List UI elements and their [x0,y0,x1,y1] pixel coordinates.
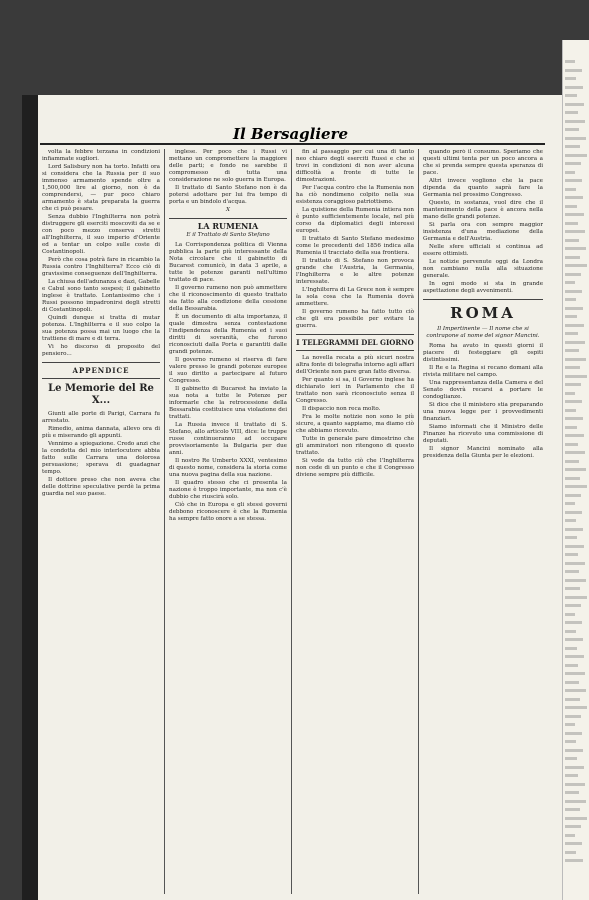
col4-paragraph: Altri invece vogliono che la pace dipenda da quanto saprà fare la Germania nel prossimo Congresso. [423,178,543,198]
col4-paragraph: Questo, in sostanza, vuol dire che il mantenimento della pace è ancora nella mano delle grandi potenze. [423,200,543,220]
adjacent-page-text-line [565,783,585,786]
adjacent-page-text-line [565,613,575,616]
adjacent-page-text-line [565,222,578,225]
feuilleton-title: Le Memorie del Re X... [48,383,154,406]
adjacent-page-text-line [565,213,584,216]
adjacent-page-text-line [565,851,576,854]
adjacent-page-text-line [565,324,584,327]
col1-paragraph: Rimedio, anima dannata, allevo ora di più e miserando gli appunti. [42,426,160,439]
adjacent-page-text-line [565,69,582,72]
adjacent-page-text-line [565,179,582,182]
adjacent-page-text-line [565,477,580,480]
adjacent-page-text-line [565,553,578,556]
adjacent-page-text-line [565,77,576,80]
adjacent-page-text-line [565,732,582,735]
column-1 [42,149,160,894]
col3-paragraph: Il governo rumeno ha fatto tutto ciò che gli era possibile per evitare la guerra. [296,309,414,329]
col4-paragraph: Nelle sfere ufficiali si continua ad essere ottimisti. [423,244,543,257]
adjacent-page-text-line [565,749,583,752]
adjacent-page-text-line [565,171,575,174]
adjacent-page-text-line [565,800,586,803]
adjacent-page-text-line [565,273,581,276]
col3-paragraph: La novella recata a più sicuri nostra altra fonte di telegrafia intorno agli affari dell'Oriente non pare gran fatto diversa. [296,355,414,375]
adjacent-page-text-line [565,392,575,395]
col4-paragraph: Il signor Mancini nominato alla presidenza della Giunta per le elezioni. [423,446,543,459]
adjacent-page-text-line [565,383,581,386]
adjacent-page-text-line [565,698,580,701]
section-divider [42,378,160,379]
adjacent-page-text-line [565,817,587,820]
adjacent-page-text-line [565,443,578,446]
appendix-label: APPENDICE [72,366,130,375]
col3-paragraph: Per quanto si sa, il Governo inglese ha dichiarato ieri in Parlamento che il trattato non sarà riconosciuto senza il Congresso. [296,377,414,404]
adjacent-page-text-line [565,128,579,131]
article-subtitle: E il Trattato di Santo Stefano [186,232,270,238]
col3-paragraph: Il trattato di Santo Stefano medesimo come le precedenti del 1856 indica alla Rumenia il tracciato della sua frontiera. [296,236,414,256]
adjacent-page-text-line [565,723,575,726]
col1-paragraph: Senza dubbio l'Inghilterra non potrà distruggere gli eserciti moscoviti da se e con poco mezzo conserva stretti all'Inghilterra, il suo imperio d'Oriente ed a tentar un colpo sulle coste di Costantinopoli. [42,214,160,255]
adjacent-page-text-line [565,409,576,412]
adjacent-page-text-line [565,154,587,157]
column-2 [169,149,287,894]
adjacent-page-text-line [565,264,587,267]
column-rule [291,149,292,894]
col2-paragraph: Il nostro Re Umberto XXXI, ventesimo di questo nome, considera la storia come una nuova pagina della sua nazione. [169,458,287,478]
col3-paragraph: La quistione della Rumenia intiera non è punto sufficientemente locale, nel più corso da diplomatici degli interessi europei. [296,207,414,234]
adjacent-page-text-line [565,315,577,318]
col2-paragraph: Il governo rumeno non può ammettere che il riconoscimento di questo trattato sia fatto alla condizione della cessione della Bessarabia. [169,285,287,312]
newspaper-page [22,95,562,900]
col4-paragraph: Il Re e la Regina si recano domani alla rivista militare nel campo. [423,365,543,378]
adjacent-page-text-line [565,859,583,862]
adjacent-page-text-line [565,570,579,573]
col4-paragraph: Le notizie pervenute oggi da Londra non cambiano nulla alla situazione generale. [423,259,543,279]
col2-paragraph: La Corrispondenza politica di Vienna pubblica la parte più interessante della Nota circolare che il gabinetto di Bucarest comunicò, in data 3 aprile, a tutte le potenze garanti nell'ultimo trattato di pace. [169,242,287,283]
adjacent-page-text-line [565,60,575,63]
adjacent-page-text-line [565,460,579,463]
adjacent-page-text-line [565,137,586,140]
col1-paragraph: Quindi dunque si tratta di mutar potenza. L'Inghilterra e il suo colpo la sua potenza possa mai un luogo che la trattiene di mare e di terra. [42,315,160,342]
col2-paragraph: Il governo rumeno si riserva di fare valere presso le grandi potenze europee il suo diritto a partecipare al futuro Congresso. [169,357,287,384]
adjacent-page-text-line [565,511,582,514]
page-binding-shadow [22,95,38,900]
adjacent-page-text-line [565,281,575,284]
adjacent-page-text-line [565,145,580,148]
column-4 [423,149,543,894]
col1-paragraph: Vi ho discorso di proposito del pensiero... [42,344,160,357]
section-divider [169,218,287,219]
masthead: Il Bersagliere [232,125,349,143]
adjacent-page-text-line [565,426,577,429]
adjacent-page-text-line [565,579,586,582]
adjacent-page-text-line [565,621,582,624]
adjacent-page-text-line [565,111,578,114]
adjacent-page-text-line [565,630,576,633]
adjacent-page-text-line [565,842,582,845]
col2-paragraph: inglese. Per poco che i Russi vi mettano un compromettere la maggiore delle parti; e fondo ne sarebbe il compromesso di tutta una considerazione ne solo guerra in Europa. [169,149,287,183]
adjacent-page-text-line [565,307,583,310]
col2-paragraph: Ciò che in Europa e gli stessi governi debbono riconoscere è che la Rumenia ha sempre fatto onore a se stessa. [169,502,287,522]
adjacent-page-text-line [565,417,583,420]
column-rule [418,149,419,894]
section-divider [296,350,414,351]
col4-paragraph: Siamo informati che il Ministro delle Finanze ha ricevuto una commissione di deputati. [423,424,543,444]
adjacent-page-text-line [565,120,585,123]
adjacent-page-text-line [565,672,585,675]
col2-paragraph: La Russia invece il trattato di S. Stefano, allo articolo VIII, dice: le truppe russe continueranno ad occupare provvisoriamente la Bulgaria per due anni. [169,422,287,456]
adjacent-page-text-line [565,596,587,599]
col4-paragraph: Si dice che il ministero stia preparando una nuova legge per i provvedimenti finanziari. [423,402,543,422]
article-title: LA RUMENIA [197,221,259,231]
adjacent-page-text-line [565,205,577,208]
adjacent-page-text-line [565,536,577,539]
adjacent-page-text-line [565,519,576,522]
adjacent-page-text-line [565,647,577,650]
col3-paragraph: fin al passaggio per cui una di tanto neo chiaro degli eserciti Russi e che si trovi in condizioni di non aver alcuna difficoltà a fronte di tutte le dimostrazioni. [296,149,414,183]
adjacent-page-text-line [565,757,577,760]
adjacent-page-text-line [565,290,582,293]
adjacent-page-text-line [565,502,575,505]
adjacent-page-text-line [565,808,580,811]
adjacent-page-text-line [565,366,580,369]
col4-paragraph: In ogni modo si sta in grande aspettazione degli avvenimenti. [423,281,543,294]
col1-paragraph: Lord Salisbury non ha torto. Infatti ora si considera che la Russia per il suo immenso armamento spende oltre a 1,500,000 lire al giorno, non è da comprendersi, — pur poco chiaro armamento è stata preparata la guerra che ci può pesare. [42,164,160,212]
adjacent-page-text-line [565,188,576,191]
adjacent-page-text-line [565,341,585,344]
adjacent-page-text-line [565,162,581,165]
telegrams-heading: I TELEGRAMMI DEL GIORNO [296,338,414,347]
col1-paragraph: Il dottore preso che non aveva che delle dottrine speculative perdè la prima guardia nel suo paese. [42,477,160,497]
section-divider [42,362,160,363]
adjacent-page-text-line [565,774,578,777]
adjacent-page-text-line [565,434,584,437]
adjacent-page-text-line [565,834,575,837]
adjacent-page-text-line [565,332,578,335]
adjacent-page-text-line [565,528,583,531]
adjacent-page-text-line [565,298,576,301]
adjacent-page-text-line [565,562,585,565]
adjacent-page-text-line [565,664,578,667]
adjacent-page-text-line [565,681,579,684]
adjacent-page-text-line [565,689,586,692]
adjacent-page-text-line [565,239,579,242]
adjacent-page-text-line [565,86,583,89]
col4-paragraph: Una rappresentanza della Camera e del Senato dovrà recarsi a portare le condoglianze. [423,380,543,400]
col2-paragraph: Il gabinetto di Bucarest ha inviato la sua nota a tutte le Potenze per informarle che la retrocessione della Bessarabia costituisce una violazione dei trattati. [169,386,287,420]
adjacent-page-text-line [565,400,582,403]
adjacent-page-text-line [565,715,581,718]
adjacent-page-text-line [565,468,586,471]
col1-paragraph: volta la febbre terzana in condizioni infiammate sugliori. [42,149,160,162]
adjacent-page-text-line [565,358,586,361]
roma-title: ROMA [450,304,516,322]
col1-paragraph: Però che cosa potrà fare in ricambio la Russia contro l'Inghilterra? Ecco ciò di gravissime conseguenze dell'Inghilterra. [42,257,160,277]
col1-paragraph: Vennimo a spiegazione. Credo anzi che la condotta del mio interlocutore abbia fatto sulle Carrara una dolorosa persuasione; sperava di guadagnar tempo. [42,441,160,475]
masthead-rule [40,143,545,145]
col3-paragraph: Il dispaccio non reca molto. [302,406,381,412]
col3-paragraph: Fra le molte notizie non sono le più sicure, a quanto sappiamo, ma diamo ciò che abbiamo ricevuto. [296,414,414,434]
adjacent-page-text-line [565,256,580,259]
col2-paragraph: Il trattato di Santo Stefano non è da potersi adottare per lui fra tempo di porta e un bindolo d'acqua. [169,185,287,205]
col1-paragraph: La chiusa dell'adunanza e dazi, Gabelle e Cabul sono tanto sospesi; il gabinetto inglese è trattato. Lontanissimo che i Russi possono impadronirsi degli stretti di Costantinopoli. [42,279,160,313]
adjacent-page-text-line [565,103,584,106]
separator-mark: X [226,207,230,213]
col3-paragraph: Il trattato di S. Stefano non provoca grande che l'Austria, la Germania, l'Inghilterra e le altre potenze interessate. [296,258,414,285]
adjacent-page-text-line [565,485,587,488]
adjacent-page-text-line [565,451,585,454]
column-3 [296,149,414,894]
adjacent-page-text-line [565,655,584,658]
section-divider [423,299,543,300]
adjacent-page-text-line [565,604,581,607]
adjacent-page-text-line [565,587,580,590]
adjacent-page-text-line [565,766,584,769]
adjacent-page-text-line [565,791,579,794]
adjacent-page-text-line [565,375,587,378]
column-rule [164,149,165,894]
adjacent-page-text-line [565,94,577,97]
adjacent-page-text-line [565,740,576,743]
adjacent-page-edge [562,40,589,900]
col2-paragraph: È un documento di alta importanza, il quale dimostra senza contestazione l'indipendenza della Rumenia ed i suoi diritti di sovranità, che furono riconosciuti dalla Porta e garantiti dalle grandi potenze. [169,314,287,355]
col2-paragraph: Il quadro stesso che ci presenta la nazione è troppo importante, ma non c'è dubbio che riuscirà solo. [169,480,287,500]
adjacent-page-text-line [565,638,583,641]
col3-paragraph: L'Inghilterra di La Grece non è sempre la sola cosa che la Rumenia dovrà ammettere. [296,287,414,307]
adjacent-page-text-line [565,494,581,497]
col3-paragraph: Tutte in generale pare dimostrino che gli ammiratori non ritengono di questo trattato. [296,436,414,456]
col4-paragraph: quando però il consumo. Speriamo che questi ultimi tenta per un poco ancora a che si prenda sempre questa speranza di pace. [423,149,543,176]
roma-subtitle: Il Impertinente — Il nome che si contrapone al nome del signor Mancini. [426,326,540,339]
adjacent-page-text-line [565,545,584,548]
section-divider [296,334,414,335]
col4-paragraph: Si parla ora con sempre maggior insistenza d'una mediazione della Germania e dell'Austria. [423,222,543,242]
col3-paragraph: Si vede da tutto ciò che l'Inghilterra non cede di un punto e che il Congresso diviene sempre più difficile. [296,458,414,478]
adjacent-page-text-line [565,825,581,828]
adjacent-page-text-line [565,230,585,233]
col4-paragraph: Roma ha avuto in questi giorni il piacere di festeggiare gli ospiti distintissimi. [423,343,543,363]
col3-paragraph: Per l'acqua contro che la Rumenia non ha ciò nondimeno colpito nella sua esistenza coraggioso patriottismo. [296,185,414,205]
col1-paragraph: Giunti alle porte di Parigi, Carrara fu arrestato. [42,411,160,424]
adjacent-page-text-line [565,196,583,199]
adjacent-page-text-line [565,349,579,352]
adjacent-page-text-line [565,706,587,709]
adjacent-page-text-line [565,247,586,250]
